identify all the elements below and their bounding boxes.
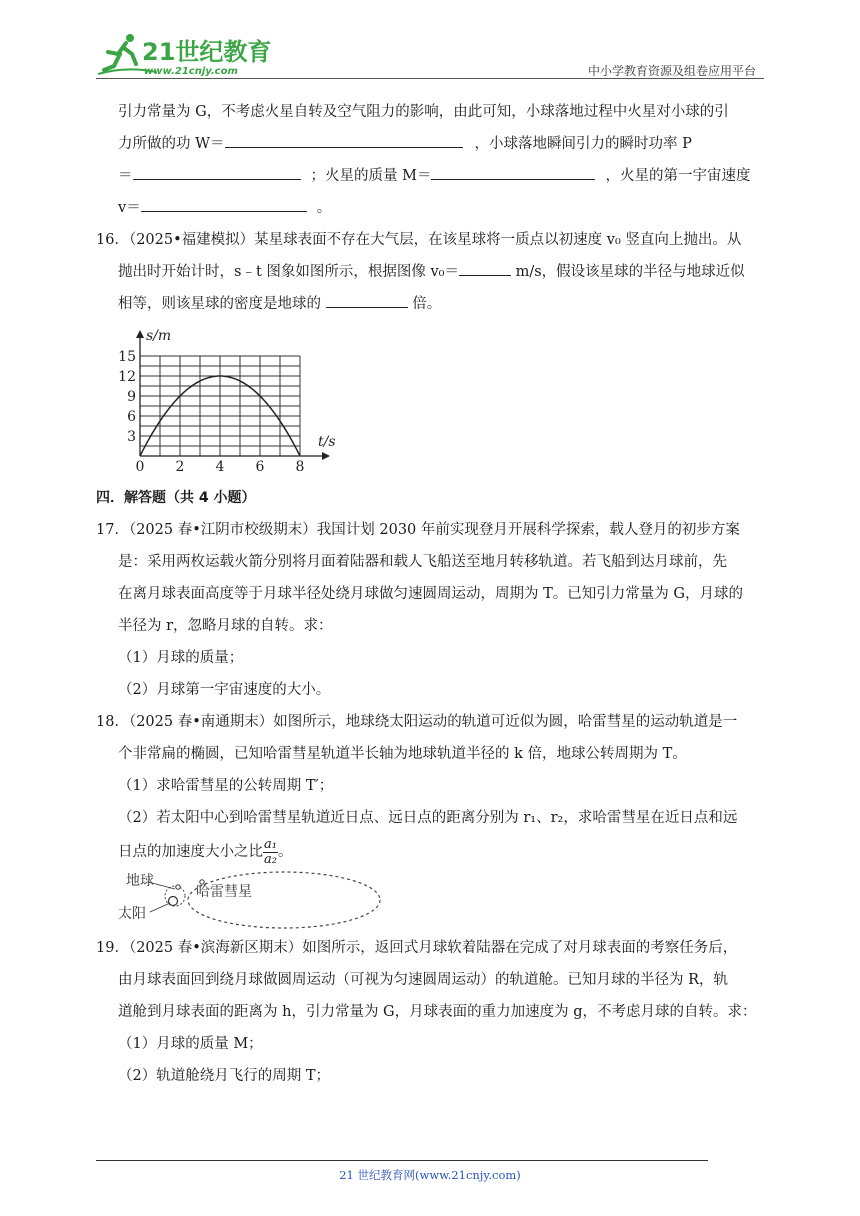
x-axis-arrow [322, 452, 330, 460]
label-earth: 地球 [126, 873, 154, 889]
footer-text: 21 世纪教育网(www.21cnjy.com) [339, 1168, 521, 1182]
x-tick-label: 4 [215, 459, 225, 475]
answer-blank-work[interactable] [225, 131, 463, 148]
label-sun: 太阳 [118, 906, 146, 922]
y-axis-label: s/m [146, 328, 172, 344]
y-tick-label: 3 [127, 429, 136, 445]
chart-grid [140, 356, 300, 456]
acceleration-ratio: $\frac{\text{a₁}}{\text{a₂}}$ [264, 836, 277, 867]
s-t-graph [118, 324, 358, 476]
x-tick-label: 0 [135, 459, 145, 475]
q18-sub1: （1）求哈雷彗星的公转周期 T′； [118, 778, 334, 794]
page-header [96, 30, 764, 80]
halley-orbit [188, 872, 380, 928]
q16-line3: 相等，则该星球的密度是地球的 倍。 [118, 288, 768, 320]
q17-line4: 半径为 r，忽略月球的自转。求： [118, 618, 333, 634]
q17-sub2: （2）月球第一宇宙速度的大小。 [118, 682, 331, 698]
q19-line3: 道舱到月球表面的距离为 h，引力常量为 G，月球表面的重力加速度为 g，不考虑月球的自转。求： [118, 1004, 757, 1020]
q18-sub2-line1: （2）若太阳中心到哈雷彗星轨道近日点、远日点的距离分别为 r₁、r₂，求哈雷彗星在近日点和远 [118, 810, 738, 826]
x-tick-label: 6 [255, 459, 265, 475]
answer-blank-v0[interactable] [459, 259, 511, 276]
answer-blank-power[interactable] [133, 163, 301, 180]
q15-line3: ＝ ；火星的质量 M＝ ，火星的第一宇宙速度 [118, 160, 768, 192]
header-divider [96, 78, 764, 79]
q18-sub2-line2: 日点的加速度大小之比 $\frac{\text{a₁}}{\text{a₂}}$ 。 [118, 836, 293, 867]
x-tick-label: 8 [295, 459, 305, 475]
section-heading: 四．解答题（共 4 小题） [96, 490, 256, 506]
q15-line2: 力所做的功 W＝ ，小球落地瞬间引力的瞬时功率 P [118, 128, 768, 160]
page-content [96, 96, 768, 1092]
y-axis-arrow [136, 330, 144, 338]
y-tick-label: 15 [118, 349, 136, 365]
svg-text:21世纪教育: 21世纪教育 [142, 38, 272, 66]
site-logo [96, 30, 272, 78]
q17-line3: 在离月球表面高度等于月球半径处绕月球做匀速圆周运动，周期为 T。已知引力常量为 G，月球的 [118, 586, 743, 602]
q17-sub1: （1）月球的质量； [118, 650, 244, 666]
header-platform-text: 中小学教育资源及组卷应用平台 [587, 64, 756, 78]
q19-sub1: （1）月球的质量 M； [118, 1036, 263, 1052]
sun-icon [169, 897, 178, 906]
answer-blank-mass[interactable] [431, 163, 595, 180]
y-tick-label: 12 [118, 369, 136, 385]
y-tick-label: 9 [127, 389, 136, 405]
answer-blank-velocity[interactable] [141, 195, 307, 212]
q17-line2: 是：采用两枚运载火箭分别将月面着陆器和载人飞船送至地月转移轨道。若飞船到达月球前，先 [118, 554, 727, 570]
q16-line2: 抛出时开始计时，s﹣t 图象如图所示，根据图像 v₀＝ m/s，假设该星球的半径与地球近似 [118, 256, 768, 288]
q16-line1: 16．（2025•福建模拟）某星球表面不存在大气层，在该星球将一质点以初速度 v₀ 竖直向上抛出。从 [96, 232, 742, 248]
answer-blank-density[interactable] [326, 291, 408, 308]
q18-line1: 18．（2025 春•南通期末）如图所示，地球绕太阳运动的轨道可近似为圆，哈雷彗星的运动轨道是一 [96, 714, 738, 730]
q19-line1: 19．（2025 春•滨海新区期末）如图所示，返回式月球软着陆器在完成了对月球表面的考察任务后， [96, 940, 738, 956]
q15-line4: v＝ 。 [118, 192, 768, 224]
x-tick-label: 2 [175, 459, 185, 475]
orbit-figure [118, 868, 388, 932]
svg-text:www.21cnjy.com: www.21cnjy.com [144, 66, 238, 77]
label-comet: 哈雷彗星 [196, 884, 252, 900]
y-tick-label: 6 [127, 409, 136, 425]
footer-divider [96, 1160, 708, 1161]
q15-line1: 引力常量为 G，不考虑火星自转及空气阻力的影响，由此可知，小球落地过程中火星对小球的引 [118, 104, 729, 120]
earth-icon [176, 885, 180, 889]
q19-line2: 由月球表面回到绕月球做圆周运动（可视为匀速圆周运动）的轨道舱。已知月球的半径为 R，轨 [118, 972, 729, 988]
chart-axes [136, 328, 336, 460]
q17-line1: 17．（2025 春•江阴市校级期末）我国计划 2030 年前实现登月开展科学探索，载人登月的初步方案 [96, 522, 740, 538]
q19-sub2: （2）轨道舱绕月飞行的周期 T； [118, 1068, 331, 1084]
q18-line2: 个非常扁的椭圆，已知哈雷彗星轨道半长轴为地球轨道半径的 k 倍，地球公转周期为 T。 [118, 746, 687, 762]
x-axis-label: t/s [318, 434, 336, 450]
